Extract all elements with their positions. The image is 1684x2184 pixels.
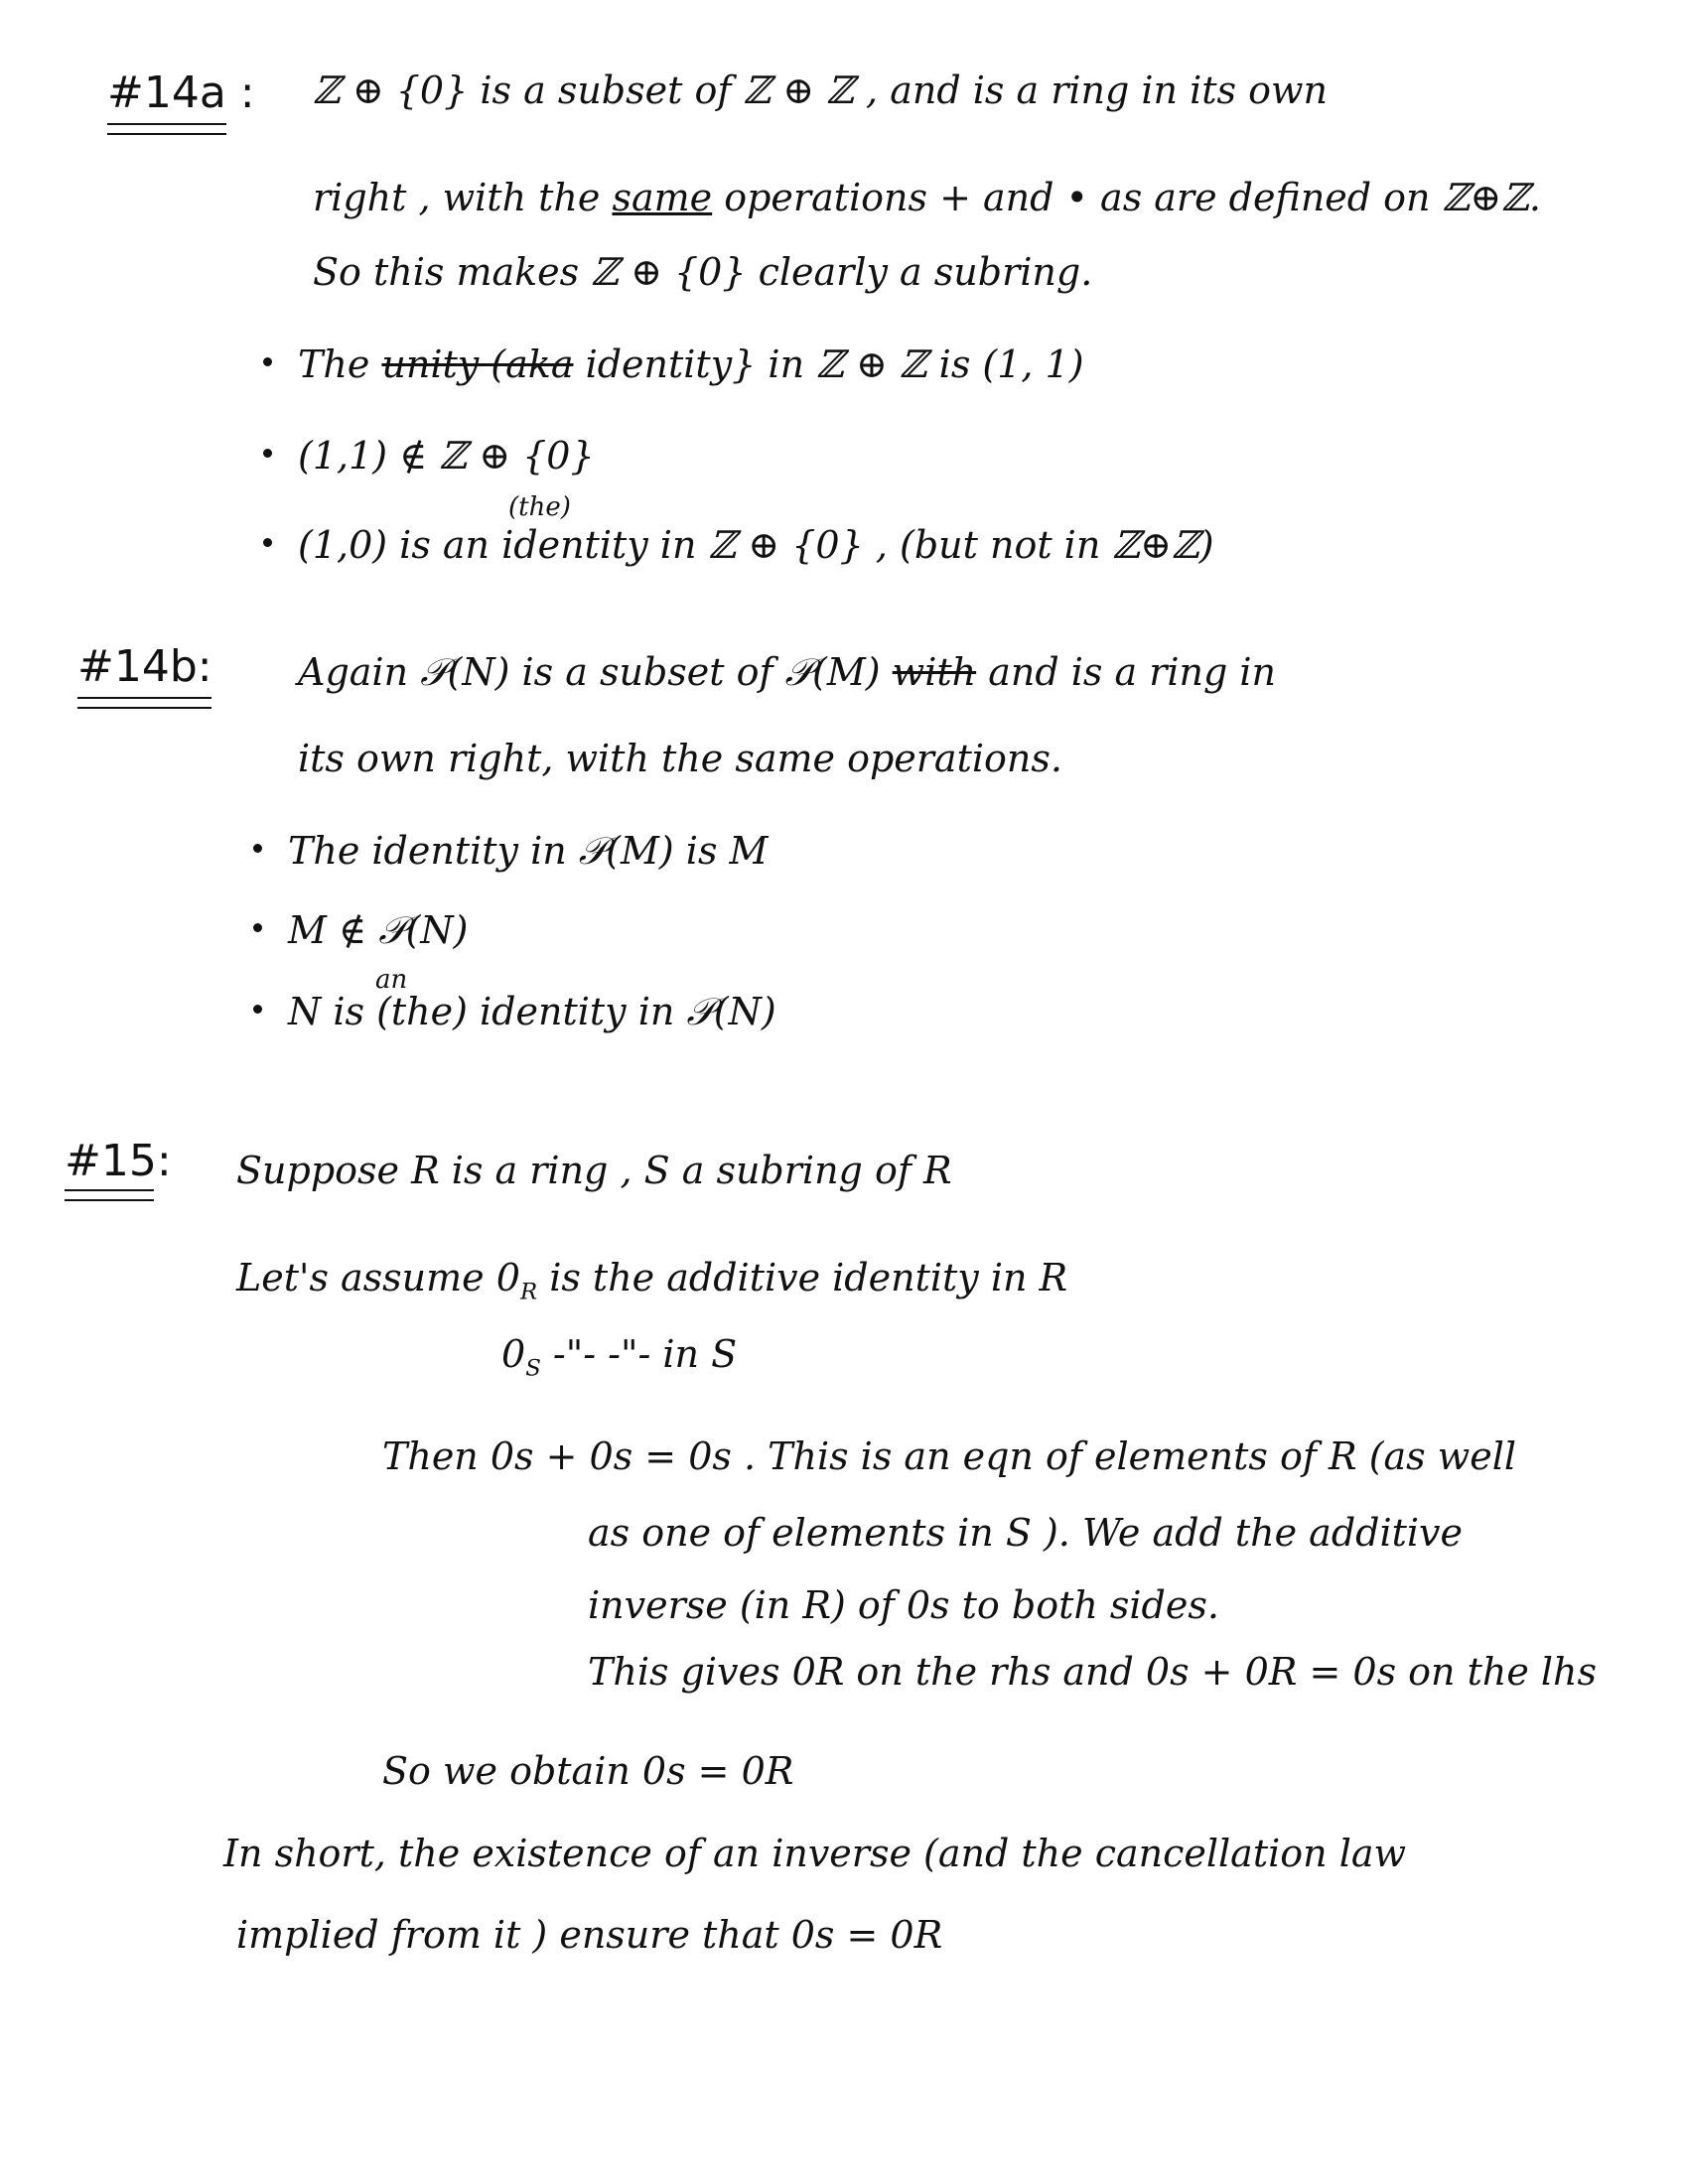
label-underline [77, 697, 211, 699]
text-line: as one of elements in S ). We add the additive [588, 1511, 1464, 1555]
bullet-item: N is (the) identity in 𝒫(N) [253, 993, 776, 1030]
struck-text: with [892, 650, 977, 694]
label-underline [77, 707, 211, 709]
bullet-dot [263, 357, 272, 366]
text-line: $0_S$ -"- -"- in S [501, 1332, 738, 1382]
problem-label-14b: #14b: [77, 641, 212, 692]
bullet-item: The identity in 𝒫(M) is M [253, 832, 768, 870]
label-underline [65, 1199, 154, 1201]
bullet-item: M ∉ 𝒫(N) [253, 911, 469, 949]
text-line: This gives 0R on the rhs and 0s + 0R = 0s on the lhs [588, 1650, 1598, 1694]
text-line: ℤ ⊕ {0} is a subset of ℤ ⊕ ℤ , and is a ring in its own [313, 68, 1328, 112]
bullet-item: (1,1) ∉ ℤ ⊕ {0} [263, 437, 595, 475]
bullet-item: The unity (aka identity} in ℤ ⊕ ℤ is (1, 1) [263, 345, 1084, 383]
inserted-word: an [375, 965, 408, 995]
bullet-dot [253, 923, 262, 932]
label-underline [65, 1189, 154, 1191]
text-line: Then 0s + 0s = 0s . This is an eqn of elements of R (as well [382, 1434, 1517, 1478]
text-line: Suppose R is a ring , S a subring of R [236, 1149, 952, 1192]
text-line: implied from it ) ensure that 0s = 0R [236, 1913, 943, 1957]
bullet-dot [263, 538, 272, 547]
label-underline [107, 133, 226, 135]
problem-label-14a: #14a : [107, 68, 255, 118]
problem-label-15: #15: [65, 1136, 172, 1186]
text-line: Let's assume $0_R$ is the additive identity in R [236, 1256, 1068, 1305]
struck-text: unity (aka [381, 342, 574, 386]
underlined-word: same [612, 176, 713, 219]
text-line: Again 𝒫(N) is a subset of 𝒫(M) with and is a ring in [298, 650, 1277, 694]
text-line: its own right, with the same operations. [298, 737, 1062, 780]
inserted-word: (the) [508, 492, 571, 522]
bullet-dot [263, 449, 272, 458]
text-line: right , with the same operations + and • as are defined on ℤ⊕ℤ. [313, 176, 1542, 219]
bullet-item: (1,0) is an identity in ℤ ⊕ {0} , (but not in ℤ⊕ℤ) [263, 526, 1214, 564]
bullet-dot [253, 1005, 262, 1014]
text-line: So this makes ℤ ⊕ {0} clearly a subring. [313, 250, 1093, 294]
text-line: In short, the existence of an inverse (and the cancellation law [223, 1832, 1407, 1875]
bullet-dot [253, 844, 262, 853]
label-underline [107, 123, 226, 125]
text-line: inverse (in R) of 0s to both sides. [588, 1583, 1219, 1627]
text-line: So we obtain 0s = 0R [382, 1749, 794, 1793]
